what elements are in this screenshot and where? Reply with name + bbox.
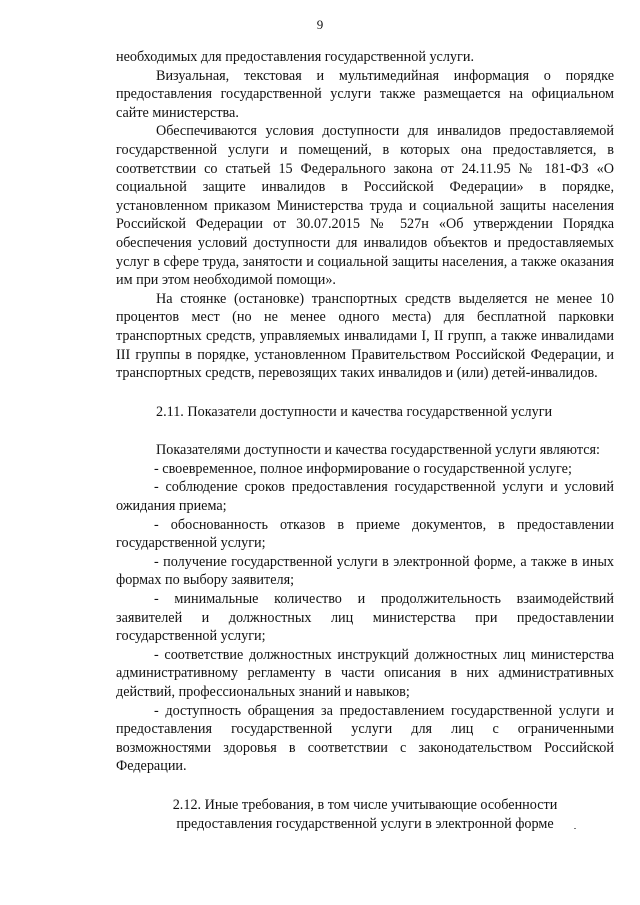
section-2-11-heading: 2.11. Показатели доступности и качества государственной услуги: [156, 403, 553, 420]
list-item: - минимальные количество и продолжительность взаимодействий заявителей и должностных лиц министерства при предоставлении государственной услуги;: [116, 591, 614, 645]
paragraph-accessibility-conditions: Обеспечиваются условия доступности для инвалидов предоставляемой государственной услуги и помещений, в которых она предоставляется, в соответствии со статьей 15 Федерального закона от 24.11.95 № 181-ФЗ «О социальной защите инвалидов в Российской Федерации» в порядке, установленном приказом Министерства труда и социальной защиты населения Российской Федерации от 30.07.2015 № 527н «Об утверждении Порядка обеспечения условий доступности для инвалидов объектов и предоставляемых услуг в сфере труда, занятости и социальной защиты населения, а также оказания им при этом необходимой помощи».: [116, 123, 614, 289]
section-2-12-heading-line1: 2.12. Иные требования, в том числе учитывающие особенности: [172, 796, 558, 813]
document-body: [116, 48, 614, 833]
paragraph-visual-info: Визуальная, текстовая и мультимедийная информация о порядке предоставления государственной услуги также размещается на официальном сайте министерства.: [116, 67, 614, 121]
scan-artifact: [574, 828, 576, 829]
list-item: - соблюдение сроков предоставления государственной услуги и условий ожидания приема;: [116, 479, 614, 515]
list-item: - своевременное, полное информирование о государственной услуге;: [154, 460, 572, 477]
paragraph-continuation: необходимых для предоставления государственной услуги.: [116, 49, 474, 65]
paragraph-parking: На стоянке (остановке) транспортных средств выделяется не менее 10 процентов мест (но не менее одного места) для бесплатной парковки транспортных средств, управляемых инвалидами I, II групп, а также инвалидами III группы в порядке, установленном Правительством Российской Федерации, и транспортных средств, перевозящих таких инвалидов и (или) детей-инвалидов.: [116, 290, 614, 382]
section-2-12-heading: [116, 796, 614, 833]
section-2-12-heading-line2: предоставления государственной услуги в электронной форме: [176, 815, 554, 832]
page-number: 9: [316, 17, 324, 32]
list-item: - обоснованность отказов в приеме документов, в предоставлении государственной услуги;: [116, 516, 614, 552]
list-item: - получение государственной услуги в электронной форме, а также в иных формах по выбору заявителя;: [116, 553, 614, 589]
list-item: - доступность обращения за предоставлением государственной услуги и предоставления государственной услуги для лиц с ограниченными возможностями здоровья в соответствии с законодательством Российской Федерации.: [116, 702, 614, 775]
list-item: - соответствие должностных инструкций должностных лиц министерства административному регламенту в части описания в них административных действий, профессиональных знаний и навыков;: [116, 646, 614, 700]
section-2-11-lead: Показателями доступности и качества государственной услуги являются:: [156, 442, 600, 459]
